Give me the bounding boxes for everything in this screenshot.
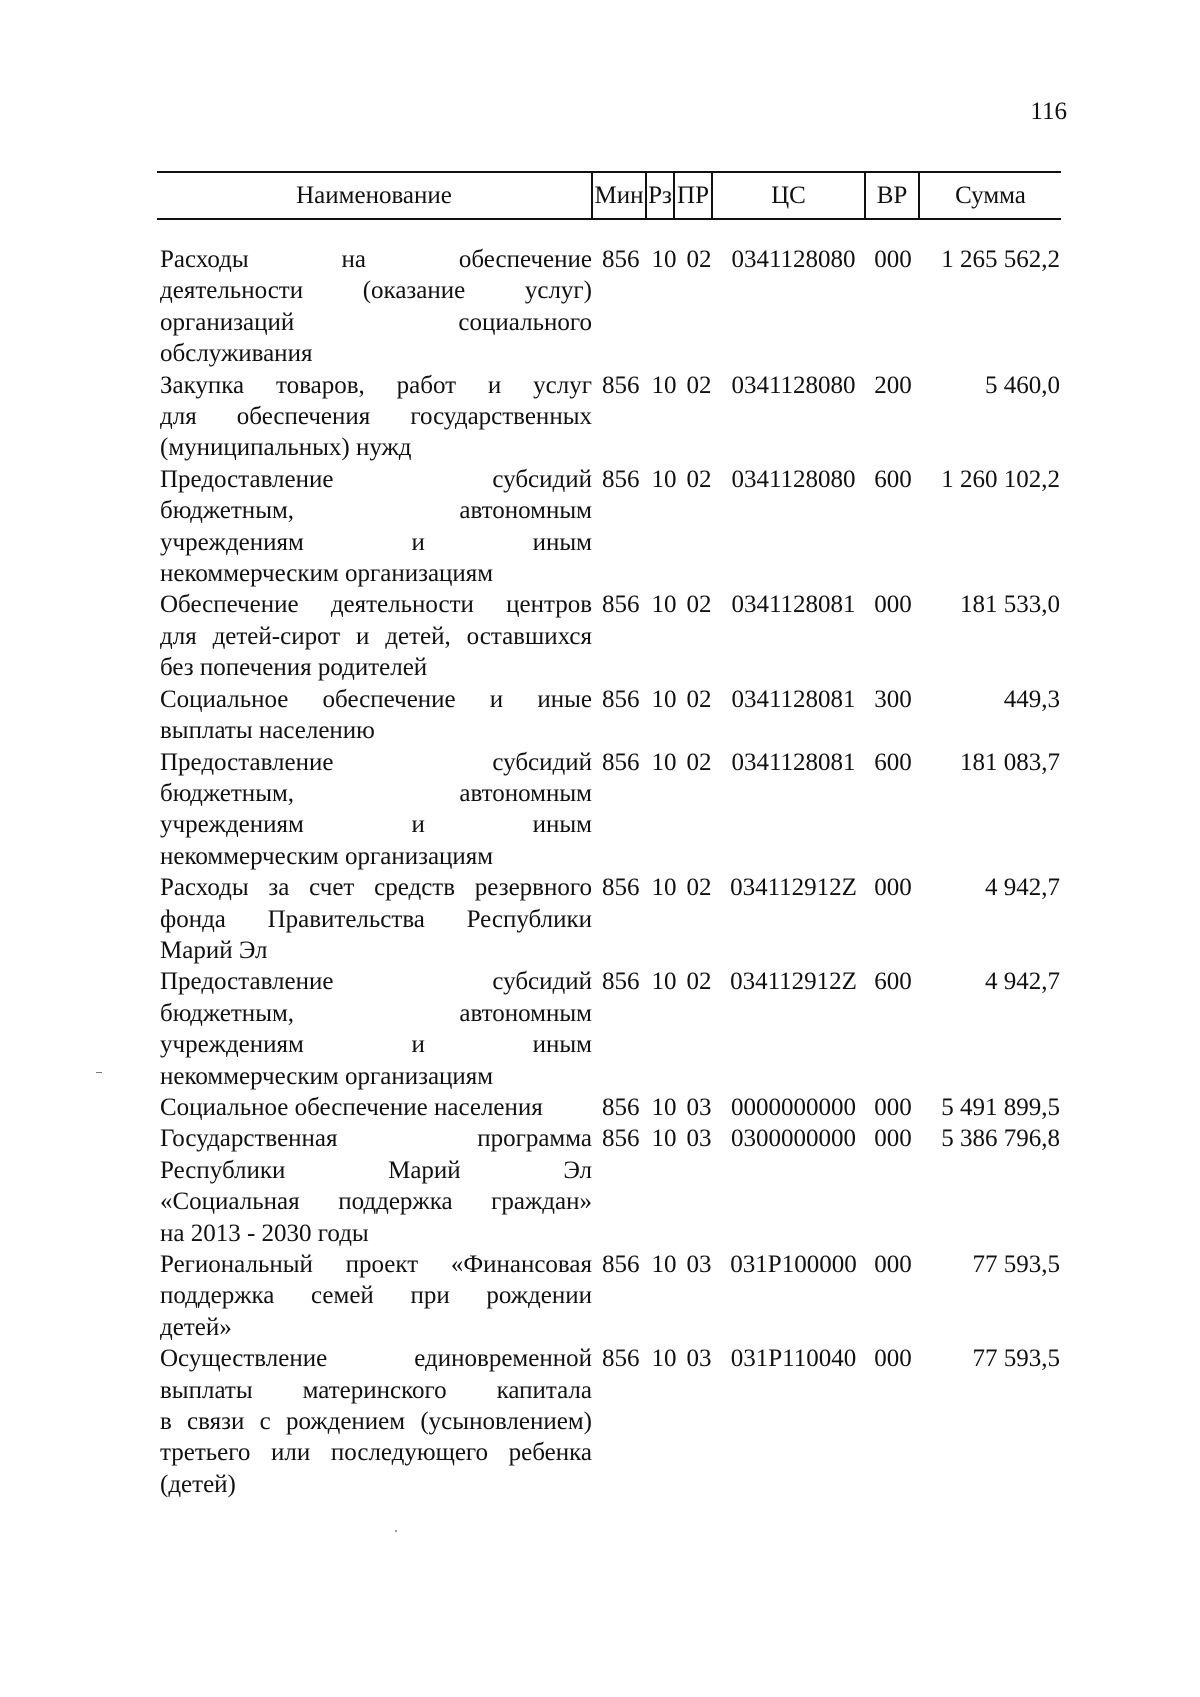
- row-name-line: Расходы за счет средств резервного: [160, 874, 592, 902]
- row-cs: 0000000000: [731, 1093, 856, 1121]
- row-name-line: (муниципальных) нужд: [160, 434, 412, 462]
- row-name: [160, 1343, 592, 1500]
- row-name: [160, 872, 592, 966]
- row-sum: 181 083,7: [960, 748, 1060, 776]
- row-sum: 1 265 562,2: [941, 246, 1060, 273]
- row-rz: 10: [651, 1345, 677, 1373]
- row-name: [160, 966, 592, 1092]
- row-vr: 600: [874, 748, 912, 776]
- row-cs: 0341128081: [731, 685, 856, 713]
- row-name-line: Предоставление субсидий: [160, 748, 592, 776]
- row-sum: 5 491 899,5: [941, 1093, 1060, 1121]
- row-min: 856: [602, 1251, 640, 1278]
- row-cs: 031P110040: [730, 1345, 857, 1373]
- row-codes: [602, 244, 915, 275]
- row-min: 856: [602, 968, 640, 996]
- row-name-line: Закупка товаров, работ и услуг: [160, 371, 592, 399]
- row-rz: 10: [651, 1093, 677, 1121]
- header-rz: Рз: [648, 182, 672, 209]
- header-vr: ВР: [876, 182, 908, 209]
- row-vr: 600: [874, 465, 912, 493]
- row-name-line: Марий Эл: [160, 936, 268, 964]
- row-min: 856: [602, 1093, 640, 1121]
- row-name-line: Социальное обеспечение населения: [160, 1093, 543, 1121]
- row-rz: 10: [651, 246, 677, 273]
- row-min: 856: [602, 465, 640, 493]
- row-min: 856: [602, 246, 640, 273]
- row-codes: [602, 747, 915, 778]
- row-min: 856: [602, 371, 640, 399]
- row-codes: [602, 966, 915, 997]
- row-name-line: Социальное обеспечение и иные: [160, 685, 592, 713]
- row-vr: 000: [874, 591, 912, 619]
- scan-mark: [395, 1530, 397, 1532]
- row-vr: 000: [874, 874, 912, 902]
- row-sum: 181 533,0: [960, 591, 1060, 619]
- row-name: [160, 370, 592, 464]
- row-min: 856: [602, 685, 640, 713]
- row-pr: 02: [686, 465, 712, 493]
- row-pr: 02: [686, 685, 712, 713]
- table-row: [160, 464, 1062, 590]
- row-cs: 0300000000: [731, 1125, 856, 1153]
- row-name-line: детей»: [160, 1313, 232, 1341]
- row-name-line: Расходы на обеспечение: [160, 246, 592, 273]
- row-sum: 449,3: [1003, 685, 1060, 713]
- row-name: [160, 1249, 592, 1343]
- row-min: 856: [602, 874, 640, 902]
- row-name-line: третьего или последующего ребенка: [160, 1439, 592, 1467]
- row-cs: 0341128080: [731, 246, 856, 273]
- row-min: 856: [602, 748, 640, 776]
- row-cs: 031P100000: [730, 1251, 857, 1278]
- row-name-line: Региональный проект «Финансовая: [160, 1251, 592, 1278]
- row-sum: 77 593,5: [972, 1345, 1060, 1373]
- row-name-line: учреждениям и иным: [160, 528, 592, 556]
- row-pr: 02: [686, 591, 712, 619]
- row-vr: 000: [874, 1093, 912, 1121]
- row-codes: [602, 464, 915, 495]
- row-name-line: выплаты материнского капитала: [160, 1376, 592, 1404]
- row-pr: 03: [686, 1345, 712, 1373]
- row-rz: 10: [651, 685, 677, 713]
- row-pr: 02: [686, 246, 712, 273]
- row-name-line: организаций социального: [160, 308, 592, 336]
- row-name-line: Обеспечение деятельности центров: [160, 591, 592, 619]
- row-name-line: бюджетным, автономным: [160, 999, 592, 1027]
- scan-mark: [96, 1072, 102, 1073]
- table-row: [160, 872, 1062, 966]
- row-name: [160, 747, 592, 873]
- row-name-line: без попечения родителей: [160, 654, 428, 682]
- table-row: [160, 1123, 1062, 1249]
- row-codes: [602, 872, 915, 903]
- row-name-line: учреждениям и иным: [160, 1031, 592, 1059]
- row-name-line: поддержка семей при рождении: [160, 1282, 592, 1310]
- table-row: [160, 1249, 1062, 1343]
- header-name: Наименование: [296, 182, 452, 209]
- row-codes: [602, 1343, 915, 1374]
- row-name-line: Республики Марий Эл: [160, 1156, 592, 1184]
- row-cs: 0341128080: [731, 465, 856, 493]
- table-row: [160, 747, 1062, 873]
- row-name-line: в связи с рождением (усыновлением): [160, 1408, 592, 1436]
- row-name-line: фонда Правительства Республики: [160, 905, 592, 933]
- row-vr: 300: [874, 685, 912, 713]
- row-vr: 000: [874, 246, 912, 273]
- row-codes: [602, 1092, 915, 1123]
- row-name-line: Предоставление субсидий: [160, 968, 592, 996]
- row-min: 856: [602, 1125, 640, 1153]
- row-name: [160, 684, 592, 747]
- row-vr: 000: [874, 1251, 912, 1278]
- row-vr: 600: [874, 968, 912, 996]
- row-name-line: выплаты населению: [160, 717, 375, 745]
- row-vr: 000: [874, 1125, 912, 1153]
- row-name-line: для детей-сирот и детей, оставшихся: [160, 622, 592, 650]
- row-name-line: Предоставление субсидий: [160, 465, 592, 493]
- row-name-line: бюджетным, автономным: [160, 779, 592, 807]
- row-codes: [602, 589, 915, 620]
- row-sum: 4 942,7: [985, 968, 1060, 996]
- row-codes: [602, 1123, 915, 1154]
- row-rz: 10: [651, 1125, 677, 1153]
- row-name: [160, 1123, 592, 1249]
- row-pr: 03: [686, 1251, 712, 1278]
- row-vr: 000: [874, 1345, 912, 1373]
- row-name: [160, 1092, 592, 1123]
- row-sum: 4 942,7: [985, 874, 1060, 902]
- row-codes: [602, 684, 915, 715]
- table-row: [160, 966, 1062, 1092]
- row-name-line: для обеспечения государственных: [160, 403, 592, 431]
- row-rz: 10: [651, 748, 677, 776]
- table-body: [160, 244, 1062, 1500]
- row-pr: 02: [686, 748, 712, 776]
- header-min: Мин: [594, 182, 644, 209]
- row-name-line: Государственная программа: [160, 1125, 592, 1153]
- row-rz: 10: [651, 371, 677, 399]
- row-rz: 10: [651, 874, 677, 902]
- row-name-line: некоммерческим организациям: [160, 560, 494, 588]
- row-pr: 02: [686, 968, 712, 996]
- row-vr: 200: [874, 371, 912, 399]
- row-name-line: бюджетным, автономным: [160, 497, 592, 525]
- table-row: [160, 684, 1062, 747]
- table-row: [160, 589, 1062, 683]
- row-pr: 02: [686, 371, 712, 399]
- row-name-line: Осуществление единовременной: [160, 1345, 592, 1373]
- row-rz: 10: [651, 968, 677, 996]
- page-number: 116: [1030, 98, 1067, 125]
- row-rz: 10: [651, 591, 677, 619]
- header-sum: Сумма: [955, 182, 1026, 209]
- row-name-line: некоммерческим организациям: [160, 1062, 494, 1090]
- table-row: [160, 370, 1062, 464]
- row-rz: 10: [651, 1251, 677, 1278]
- row-sum: 1 260 102,2: [941, 465, 1060, 493]
- row-cs: 0341128081: [731, 591, 856, 619]
- row-name-line: деятельности (оказание услуг): [160, 277, 592, 305]
- row-min: 856: [602, 1345, 640, 1373]
- table-row: [160, 1343, 1062, 1500]
- header-cs: ЦС: [771, 182, 806, 209]
- row-codes: [602, 1249, 915, 1280]
- row-pr: 02: [686, 874, 712, 902]
- row-name-line: обслуживания: [160, 340, 313, 368]
- header-pr: ПР: [677, 182, 709, 209]
- row-name-line: «Социальная поддержка граждан»: [160, 1188, 592, 1216]
- row-name: [160, 464, 592, 590]
- row-cs: 034112912Z: [730, 968, 857, 996]
- row-rz: 10: [651, 465, 677, 493]
- row-cs: 0341128080: [731, 371, 856, 399]
- row-name-line: учреждениям и иным: [160, 811, 592, 839]
- row-pr: 03: [686, 1125, 712, 1153]
- row-sum: 5 386 796,8: [941, 1125, 1060, 1153]
- row-name: [160, 589, 592, 683]
- row-sum: 77 593,5: [972, 1251, 1060, 1278]
- table-row: [160, 244, 1062, 370]
- row-sum: 5 460,0: [985, 371, 1060, 399]
- row-pr: 03: [686, 1093, 712, 1121]
- row-name-line: на 2013 - 2030 годы: [160, 1219, 369, 1247]
- row-min: 856: [602, 591, 640, 619]
- row-cs: 0341128081: [731, 748, 856, 776]
- row-name-line: некоммерческим организациям: [160, 842, 494, 870]
- table-row: [160, 1092, 1062, 1123]
- table-header: [157, 171, 1061, 220]
- row-codes: [602, 370, 915, 401]
- row-name-line: (детей): [160, 1470, 236, 1498]
- row-cs: 034112912Z: [730, 874, 857, 902]
- row-name: [160, 244, 592, 370]
